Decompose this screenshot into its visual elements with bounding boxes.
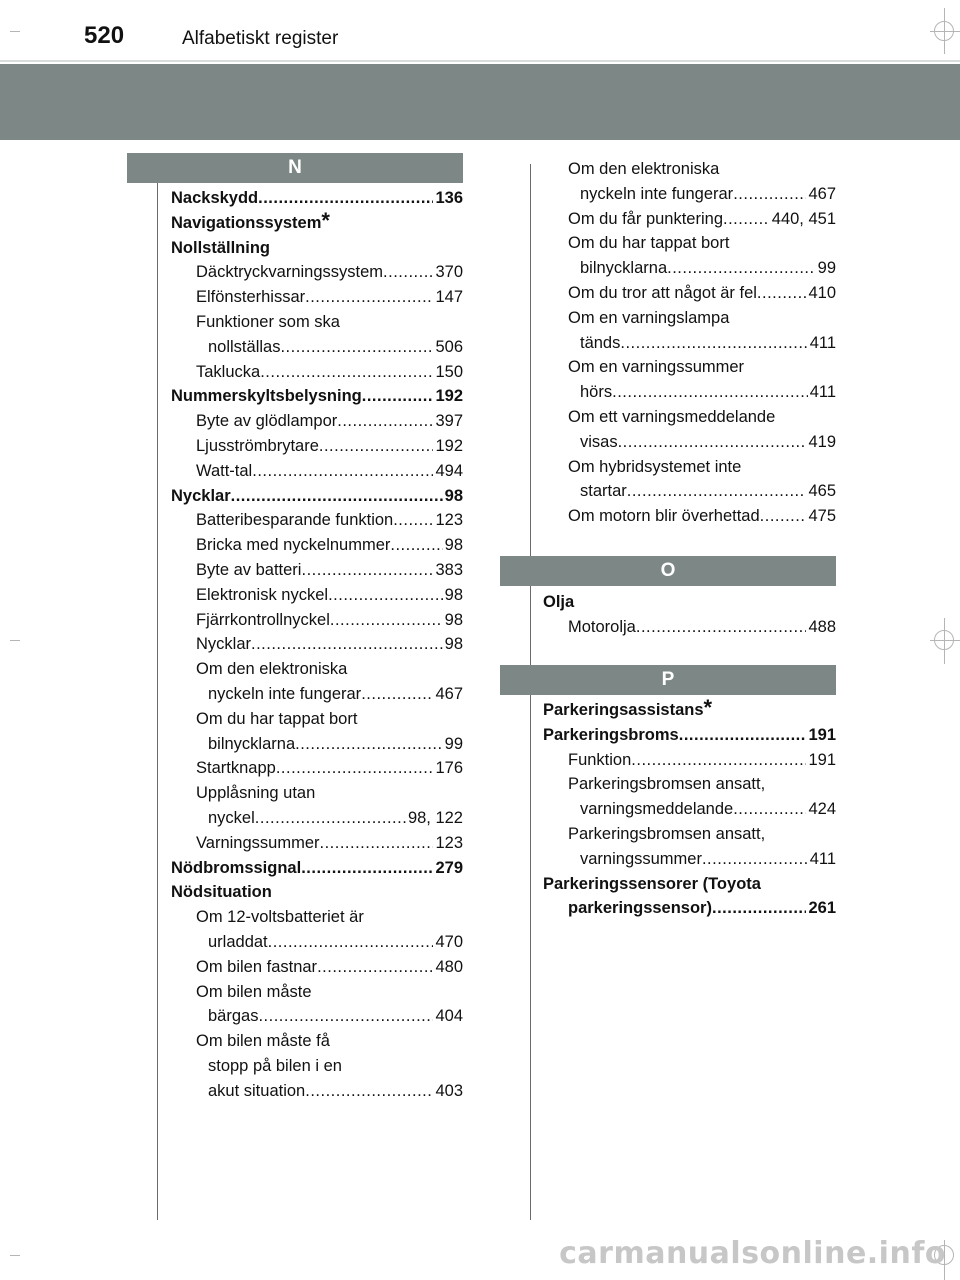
dot-leader: [301, 856, 433, 881]
entry-text: Startknapp: [196, 759, 276, 778]
dot-leader: [252, 459, 433, 484]
dot-leader: [620, 331, 807, 356]
entry-text: Nollställning: [171, 238, 270, 257]
section-header-p: P: [500, 665, 836, 695]
index-subentry: [171, 285, 463, 310]
index-subentry: [543, 256, 836, 281]
page-reference: 98: [444, 486, 463, 505]
dot-leader: [390, 533, 442, 558]
dot-leader: [280, 335, 433, 360]
index-entry: Navigationssystem *: [171, 211, 463, 236]
index-entry: [171, 484, 463, 509]
index-subentry: [171, 459, 463, 484]
index-subentry: [171, 732, 463, 757]
crop-mark-top-left: [10, 31, 20, 32]
entry-text: Om ett varningsmeddelande: [568, 407, 776, 426]
entry-text: Parkeringssensorer (Toyota: [543, 874, 761, 893]
index-subentry: [171, 632, 463, 657]
entry-text: Motorolja: [568, 617, 636, 636]
dot-leader: [258, 1004, 433, 1029]
page-reference: 123: [435, 833, 463, 852]
entry-text: Byte av glödlampor: [196, 412, 338, 431]
entry-text: Nackskydd: [171, 189, 259, 207]
crop-mark-bottom-left: [10, 1255, 20, 1256]
index-subentry: [171, 831, 463, 856]
index-subentry: [543, 380, 836, 405]
index-subentry: [171, 360, 463, 385]
page-reference: 123: [435, 511, 463, 530]
index-subentry: [543, 896, 836, 921]
dot-leader: [301, 558, 433, 583]
dot-leader: [723, 207, 770, 232]
page-reference: 192: [435, 387, 463, 406]
entry-text: Funktioner som ska: [196, 312, 340, 331]
index-subentry: [543, 207, 836, 232]
index-subentry: [171, 409, 463, 434]
entry-text: Elfönsterhissar: [196, 288, 306, 307]
entry-text: Om 12-voltsbatteriet är: [196, 908, 364, 927]
page-reference: 150: [435, 362, 463, 381]
entry-text: Om du får punktering: [568, 209, 723, 228]
index-subentry: [543, 504, 836, 529]
entry-text: Varningssummer: [196, 833, 320, 852]
entry-text: stopp på bilen i en: [208, 1056, 342, 1075]
index-subentry: [543, 182, 836, 207]
index-subentry: [543, 615, 836, 640]
dot-leader: [305, 285, 433, 310]
crop-target-top-right: [934, 21, 954, 41]
entry-text: Om du tror att något är fel: [568, 283, 757, 302]
page-reference: 192: [435, 436, 463, 455]
entry-text: Watt-tal: [196, 461, 253, 480]
dot-leader: [255, 806, 406, 831]
entry-text: urladdat: [208, 932, 268, 951]
entry-text: Om bilen måste: [196, 982, 312, 1001]
dot-leader: [305, 1079, 433, 1104]
entry-text: Om en varningslampa: [568, 308, 730, 327]
index-entry: [543, 590, 836, 615]
index-subentry: [543, 822, 836, 847]
entry-text: bilnycklarna: [580, 259, 668, 278]
index-subentry: [171, 955, 463, 980]
page-reference: 470: [435, 932, 463, 951]
index-entry: Parkeringsassistans *: [543, 698, 836, 723]
entry-text: Om du har tappat bort: [568, 234, 730, 253]
index-entry: [543, 723, 836, 748]
dot-leader: [317, 955, 433, 980]
dot-leader: [760, 504, 807, 529]
entry-text: Nummerskyltsbelysning: [171, 387, 362, 406]
page-reference: 467: [808, 184, 836, 203]
entry-text: Taklucka: [196, 362, 261, 381]
header-banner: [0, 64, 960, 140]
dot-leader: [757, 281, 807, 306]
index-subentry: [171, 707, 463, 732]
page-reference: 98, 122: [407, 808, 463, 827]
index-subentry: [171, 806, 463, 831]
entry-text: nyckeln inte fungerar: [208, 684, 362, 703]
index-subentry: [171, 310, 463, 335]
index-subentry: [543, 455, 836, 480]
entry-text: parkeringssensor): [568, 899, 712, 918]
dot-leader: [268, 930, 434, 955]
entry-text: bilnycklarna: [208, 734, 296, 753]
entry-text: Om den elektroniska: [196, 660, 348, 679]
entry-text: Nycklar: [196, 635, 252, 654]
page-reference: 99: [444, 734, 463, 753]
entry-text: Nödsituation: [171, 883, 272, 902]
page-reference: 488: [808, 617, 836, 636]
page-reference: 404: [435, 1007, 463, 1026]
entry-text: Om du har tappat bort: [196, 709, 358, 728]
index-subentry: [543, 847, 836, 872]
entry-text: hörs: [580, 383, 613, 402]
entry-text: varningsmeddelande: [580, 800, 734, 819]
entry-text: Funktion: [568, 750, 632, 769]
right-index-column-n: [543, 157, 836, 529]
right-index-column-o: [543, 590, 836, 640]
page-reference: 480: [435, 957, 463, 976]
dot-leader: [667, 256, 816, 281]
index-subentry: [543, 772, 836, 797]
index-subentry: [171, 682, 463, 707]
left-column-rule: [157, 183, 158, 1220]
index-entry: [171, 186, 463, 211]
page-title: Alfabetiskt register: [182, 28, 339, 49]
index-subentry: [171, 1079, 463, 1104]
index-subentry: [171, 1004, 463, 1029]
entry-text: Byte av batteri: [196, 560, 302, 579]
page-reference: 424: [808, 800, 836, 819]
entry-text: Parkeringsbromsen ansatt,: [568, 824, 766, 843]
entry-text: Olja: [543, 593, 575, 611]
index-entry: [171, 856, 463, 881]
index-subentry: [171, 657, 463, 682]
page-reference: 506: [435, 337, 463, 356]
page-reference: 411: [809, 383, 836, 402]
index-subentry: [543, 306, 836, 331]
index-subentry: [171, 434, 463, 459]
entry-text: Parkeringsbroms: [543, 725, 679, 744]
index-subentry: [171, 756, 463, 781]
index-subentry: [543, 797, 836, 822]
dot-leader: [231, 484, 443, 509]
dot-leader: [258, 186, 433, 211]
index-subentry: [171, 508, 463, 533]
dot-leader: [295, 732, 443, 757]
page-header: [0, 0, 960, 62]
index-subentry: [171, 608, 463, 633]
entry-text: startar: [580, 482, 627, 501]
index-entry: [171, 880, 463, 905]
entry-text: akut situation: [208, 1081, 306, 1100]
entry-text: Om bilen måste få: [196, 1032, 330, 1051]
page-reference: 494: [435, 461, 463, 480]
dot-leader: [393, 508, 433, 533]
page-reference: 176: [435, 759, 463, 778]
page-reference: 99: [817, 259, 836, 278]
index-subentry: [171, 905, 463, 930]
entry-text: nyckel: [208, 808, 255, 827]
index-subentry: [543, 405, 836, 430]
page-reference: 98: [444, 610, 463, 629]
entry-text: Navigationssystem: [171, 213, 322, 232]
entry-text: Däcktryckvarningssystem: [196, 263, 384, 282]
entry-text: bärgas: [208, 1007, 259, 1026]
page-reference: 475: [808, 507, 836, 526]
dot-leader: [618, 430, 807, 455]
index-subentry: [543, 331, 836, 356]
entry-text: Upplåsning utan: [196, 784, 316, 803]
dot-leader: [702, 847, 808, 872]
index-subentry: [171, 1029, 463, 1054]
entry-text: Nödbromssignal: [171, 858, 302, 877]
index-subentry: [543, 430, 836, 455]
section-header-o: O: [500, 556, 836, 586]
index-subentry: [543, 231, 836, 256]
page-reference: 419: [808, 432, 836, 451]
entry-text: Ljusströmbrytare: [196, 436, 319, 455]
dot-leader: [733, 797, 806, 822]
index-subentry: [171, 533, 463, 558]
index-subentry: [171, 930, 463, 955]
dot-leader: [328, 583, 443, 608]
entry-text: varningssummer: [580, 849, 702, 868]
dot-leader: [330, 608, 443, 633]
crop-mark-mid-left: [10, 640, 20, 641]
dot-leader: [260, 360, 433, 385]
dot-leader: [679, 723, 807, 748]
entry-text: Elektronisk nyckel: [196, 585, 329, 604]
index-subentry: [171, 1054, 463, 1079]
entry-text: Nycklar: [171, 486, 231, 505]
page-reference: 191: [808, 725, 836, 744]
page-reference: 403: [435, 1081, 463, 1100]
entry-text: Batteribesparande funktion: [196, 511, 394, 530]
entry-text: nyckeln inte fungerar: [580, 184, 734, 203]
page-reference: 98: [444, 585, 463, 604]
dot-leader: [319, 434, 434, 459]
index-subentry: [171, 583, 463, 608]
index-subentry: [171, 781, 463, 806]
right-index-column-p: [543, 695, 836, 921]
page-number: 520: [84, 22, 125, 49]
page-reference: 440, 451: [771, 209, 836, 228]
entry-text: Om motorn blir överhettad: [568, 507, 760, 526]
header-rule: [0, 60, 960, 62]
index-subentry: [543, 281, 836, 306]
entry-text: Om bilen fastnar: [196, 957, 318, 976]
index-subentry: [171, 558, 463, 583]
page-reference: 465: [808, 482, 836, 501]
section-header-n: N: [127, 153, 463, 183]
entry-text: Bricka med nyckelnummer: [196, 536, 391, 555]
index-subentry: [171, 335, 463, 360]
entry-text: Fjärrkontrollnyckel: [196, 610, 330, 629]
page-reference: 411: [809, 333, 836, 352]
page-reference: 370: [435, 263, 463, 282]
dot-leader: [627, 479, 807, 504]
index-subentry: [171, 980, 463, 1005]
dot-leader: [612, 380, 808, 405]
index-entry: [171, 236, 463, 261]
dot-leader: [733, 182, 806, 207]
dot-leader: [631, 748, 806, 773]
index-subentry: [543, 748, 836, 773]
dot-leader: [319, 831, 433, 856]
index-subentry: [171, 260, 463, 285]
crop-target-mid-right: [934, 630, 954, 650]
page-reference: 383: [435, 560, 463, 579]
dot-leader: [361, 682, 433, 707]
entry-text: visas: [580, 432, 618, 451]
dot-leader: [636, 615, 807, 640]
index-subentry: [543, 355, 836, 380]
index-subentry: [543, 479, 836, 504]
entry-text: Parkeringsbromsen ansatt,: [568, 775, 766, 794]
entry-text: tänds: [580, 333, 621, 352]
entry-text: Parkeringsassistans: [543, 701, 704, 719]
entry-text: Om den elektroniska: [568, 160, 720, 178]
page-reference: 410: [808, 283, 836, 302]
index-entry: [543, 872, 836, 897]
dot-leader: [362, 384, 434, 409]
watermark: carmanualsonline.info: [559, 1236, 946, 1271]
page-reference: 411: [809, 849, 836, 868]
dot-leader: [251, 632, 443, 657]
page-reference: 279: [435, 858, 463, 877]
page-reference: 147: [435, 288, 463, 307]
dot-leader: [337, 409, 433, 434]
page-reference: 98: [444, 536, 463, 555]
dot-leader: [383, 260, 433, 285]
dot-leader: [712, 896, 806, 921]
page-reference: 467: [435, 684, 463, 703]
dot-leader: [276, 756, 434, 781]
entry-text: nollställas: [208, 337, 281, 356]
page-reference: 136: [435, 189, 463, 207]
left-index-column: [171, 186, 463, 1103]
entry-text: Om hybridsystemet inte: [568, 457, 742, 476]
page-reference: 397: [435, 412, 463, 431]
page-reference: 261: [808, 899, 836, 918]
page-reference: 98: [444, 635, 463, 654]
page-reference: 191: [808, 750, 836, 769]
entry-text: Om en varningssummer: [568, 358, 745, 377]
index-entry: [171, 384, 463, 409]
index-subentry: [543, 157, 836, 182]
